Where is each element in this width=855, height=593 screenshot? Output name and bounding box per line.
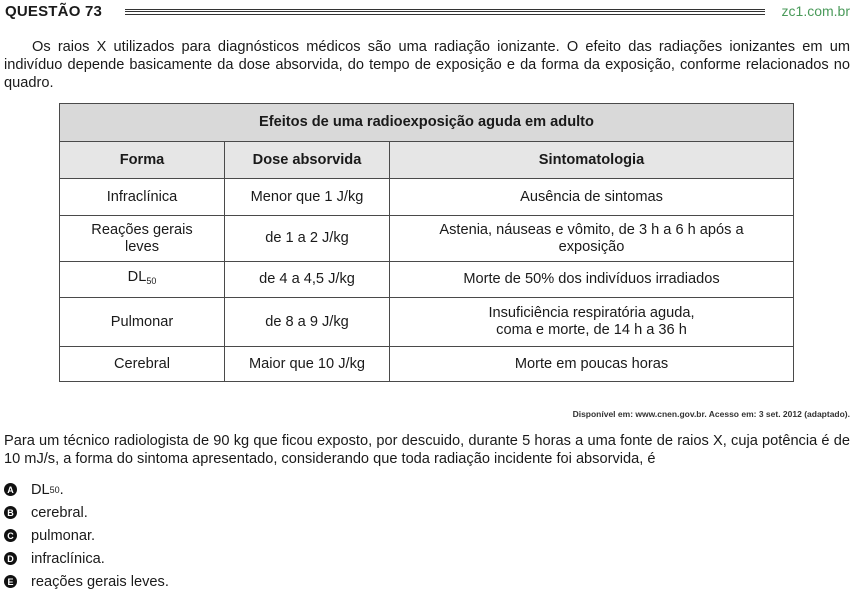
cell-dose: de 4 a 4,5 J/kg (225, 262, 390, 298)
site-watermark: zc1.com.br (781, 3, 850, 19)
option-letter-badge: B (4, 506, 17, 519)
effects-table (59, 103, 794, 382)
table-caption: Efeitos de uma radioexposição aguda em adulto (60, 104, 794, 142)
cell-sintoma: Insuficiência respiratória aguda, coma e morte, de 14 h a 36 h (390, 298, 794, 347)
cell-sintoma: Morte em poucas horas (390, 347, 794, 382)
cell-dose: Maior que 10 J/kg (225, 347, 390, 382)
option-letter-badge: E (4, 575, 17, 588)
cell-forma: Reações gerais leves (60, 216, 225, 262)
cell-forma (60, 262, 225, 298)
option-text: cerebral. (31, 504, 88, 521)
table-row (60, 179, 794, 216)
option-letter-badge: D (4, 552, 17, 565)
cell-dose: de 1 a 2 J/kg (225, 216, 390, 262)
option-text: DL (31, 481, 50, 498)
option-a[interactable] (4, 478, 169, 501)
option-letter-badge: A (4, 483, 17, 496)
answer-options (4, 478, 169, 593)
option-suffix: . (59, 481, 64, 498)
table-row (60, 347, 794, 382)
cell-forma: Pulmonar (60, 298, 225, 347)
header-divider (125, 9, 765, 15)
option-text: infraclínica. (31, 550, 105, 567)
table-row (60, 216, 794, 262)
column-header-forma: Forma (60, 142, 225, 179)
dl-label: DL (127, 269, 147, 285)
option-subscript: 50 (49, 484, 60, 495)
table-row (60, 262, 794, 298)
table-row (60, 298, 794, 347)
option-e[interactable] (4, 570, 169, 593)
cell-forma: Infraclínica (60, 179, 225, 216)
column-header-sintomatologia: Sintomatologia (390, 142, 794, 179)
option-b[interactable] (4, 501, 169, 524)
cell-dose: Menor que 1 J/kg (225, 179, 390, 216)
source-citation: Disponível em: www.cnen.gov.br. Acesso em: 3 set. 2012 (adaptado). (572, 409, 850, 419)
question-title: QUESTÃO 73 (5, 3, 103, 20)
cell-forma: Cerebral (60, 347, 225, 382)
intro-paragraph: Os raios X utilizados para diagnósticos médicos são uma radiação ionizante. O efeito das radiações ionizantes em um indivíduo depende basicamente da dose absorvida, do tempo de exposição e da forma da exposição, conforme relacionados no quadro. (4, 39, 850, 91)
dl-subscript: 50 (146, 276, 157, 286)
cell-sintoma: Astenia, náuseas e vômito, de 3 h a 6 h após a exposição (390, 216, 794, 262)
option-d[interactable] (4, 547, 169, 570)
option-text: pulmonar. (31, 527, 96, 544)
option-letter-badge: C (4, 529, 17, 542)
question-header (5, 3, 850, 23)
question-paragraph: Para um técnico radiologista de 90 kg que ficou exposto, por descuido, durante 5 horas a uma fonte de raios X, cuja potência é de 10 mJ/s, a forma do sintoma apresentado, considerando que toda radiação incidente foi absorvida, é (4, 433, 850, 467)
option-c[interactable] (4, 524, 169, 547)
cell-sintoma: Ausência de sintomas (390, 179, 794, 216)
option-text: reações gerais leves. (31, 573, 169, 590)
cell-sintoma: Morte de 50% dos indivíduos irradiados (390, 262, 794, 298)
column-header-dose: Dose absorvida (225, 142, 390, 179)
cell-dose: de 8 a 9 J/kg (225, 298, 390, 347)
